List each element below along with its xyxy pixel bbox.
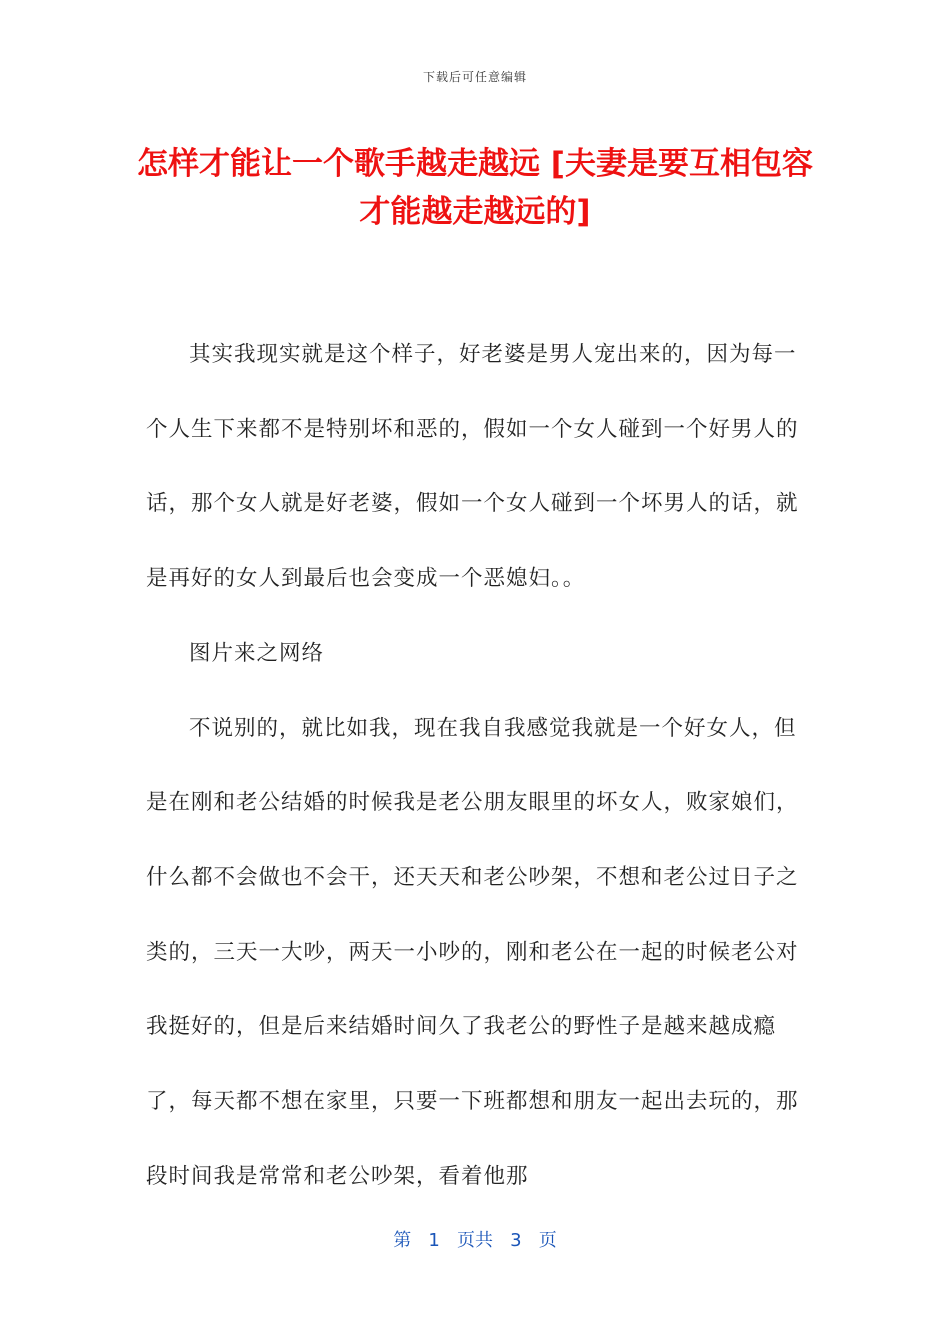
page-footer (0, 1226, 950, 1252)
paragraph-2: 不说别的，就比如我，现在我自我感觉我就是一个好女人，但是在刚和老公结婚的时候我是老公朋友眼里的坏女人，败家娘们，什么都不会做也不会干，还天天和老公吵架，不想和老公过日子之类的，三天一大吵，两天一小吵的，刚和老公在一起的时候老公对我挺好的，但是后来结婚时间久了我老公的野性子是越来越成瘾了，每天都不想在家里，只要一下班都想和朋友一起出去玩的，那段时间我是常常和老公吵架，看着他那 (146, 715, 799, 1189)
footer-total-pages: 3 (510, 1230, 522, 1251)
footer-suffix: 页 (538, 1230, 557, 1251)
document-body (146, 318, 806, 1214)
paragraph-1: 其实我现实就是这个样子，好老婆是男人宠出来的，因为每一个人生下来都不是特别坏和恶的，假如一个女人碰到一个好男人的话，那个女人就是好老婆，假如一个女人碰到一个坏男人的话，就是再好的女人到最后也会变成一个恶媳妇。。 (146, 342, 799, 592)
document-title: 怎样才能让一个歌手越走越远 [夫妻是要互相包容才能越走越远的] (137, 146, 813, 230)
footer-current-page: 1 (428, 1230, 440, 1251)
footer-prefix: 第 (393, 1230, 412, 1251)
header-note: 下载后可任意编辑 (422, 70, 527, 84)
image-caption: 图片来之网络 (189, 640, 325, 666)
footer-middle: 页共 (457, 1230, 493, 1251)
